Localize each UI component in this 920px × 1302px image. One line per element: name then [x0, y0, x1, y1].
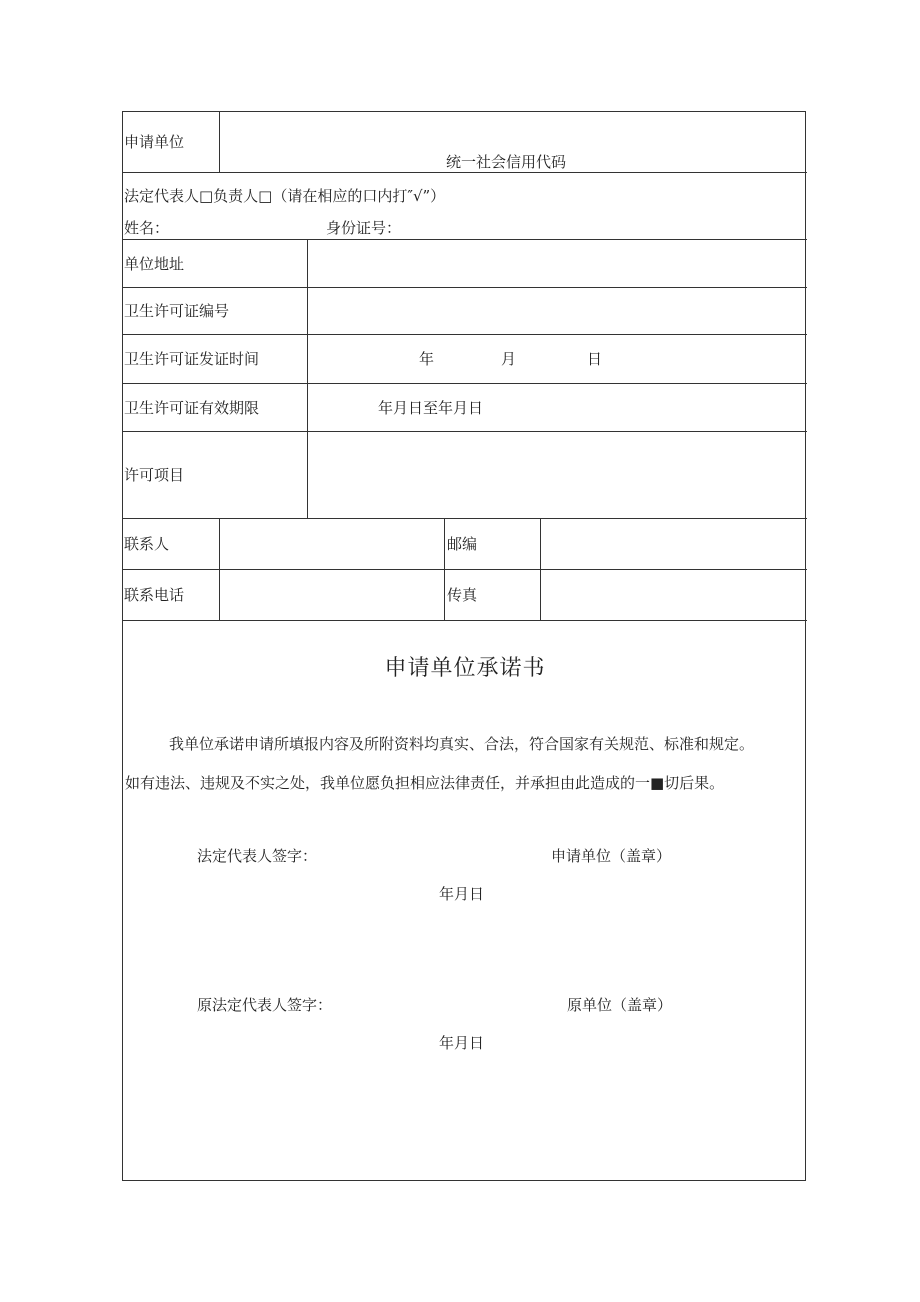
postcode-label: 邮编	[447, 535, 478, 553]
pledge-title: 申请单位承诺书	[384, 656, 546, 681]
fax-field[interactable]	[541, 570, 806, 619]
issue-year[interactable]: 年	[419, 350, 435, 368]
fax-label: 传真	[447, 586, 478, 604]
address-field[interactable]	[308, 240, 806, 286]
permit-items-label: 许可项目	[124, 466, 185, 484]
pledge-line-1: 我单位承诺申请所填报内容及所附资料均真实、合法，符合国家有关规范、标准和规定。	[169, 735, 755, 753]
row-divider	[123, 620, 807, 621]
representative-checkbox-line: 法定代表人□负责人□（请在相应的口内打″√”）	[124, 187, 446, 205]
phone-field[interactable]	[220, 570, 443, 619]
credit-code-label: 统一社会信用代码	[446, 153, 567, 171]
row-divider	[123, 383, 807, 384]
license-number-label: 卫生许可证编号	[124, 302, 230, 320]
signature-date-2: 年月日	[439, 1034, 485, 1052]
phone-label: 联系电话	[124, 586, 185, 604]
permit-items-field[interactable]	[308, 432, 806, 517]
original-unit-seal-label: 原单位（盖章）	[567, 996, 673, 1014]
issue-month[interactable]: 月	[501, 350, 517, 368]
license-number-field[interactable]	[308, 288, 806, 333]
address-label: 单位地址	[124, 255, 185, 273]
issue-day[interactable]: 日	[587, 350, 603, 368]
signature-date-1: 年月日	[439, 885, 485, 903]
pledge-line-2: 如有违法、违规及不实之处，我单位愿负担相应法律责任，并承担由此造成的一■切后果。	[125, 774, 725, 792]
application-form	[122, 111, 806, 1181]
row-divider	[123, 172, 807, 173]
row-divider	[123, 334, 807, 335]
col-divider	[219, 112, 220, 172]
validity-label: 卫生许可证有效期限	[124, 399, 260, 417]
name-label: 姓名：	[124, 219, 170, 237]
validity-value[interactable]: 年月日至年月日	[378, 399, 484, 417]
contact-field[interactable]	[220, 519, 443, 568]
postcode-field[interactable]	[541, 519, 806, 568]
contact-label: 联系人	[124, 535, 170, 553]
issue-date-label: 卫生许可证发证时间	[124, 350, 260, 368]
applicant-label: 申请单位	[124, 133, 185, 151]
id-number-label: 身份证号：	[326, 219, 402, 237]
original-representative-signature-label: 原法定代表人签字：	[197, 996, 333, 1014]
col-divider	[444, 518, 445, 620]
representative-signature-label: 法定代表人签字：	[197, 847, 318, 865]
applicant-seal-label: 申请单位（盖章）	[551, 847, 672, 865]
